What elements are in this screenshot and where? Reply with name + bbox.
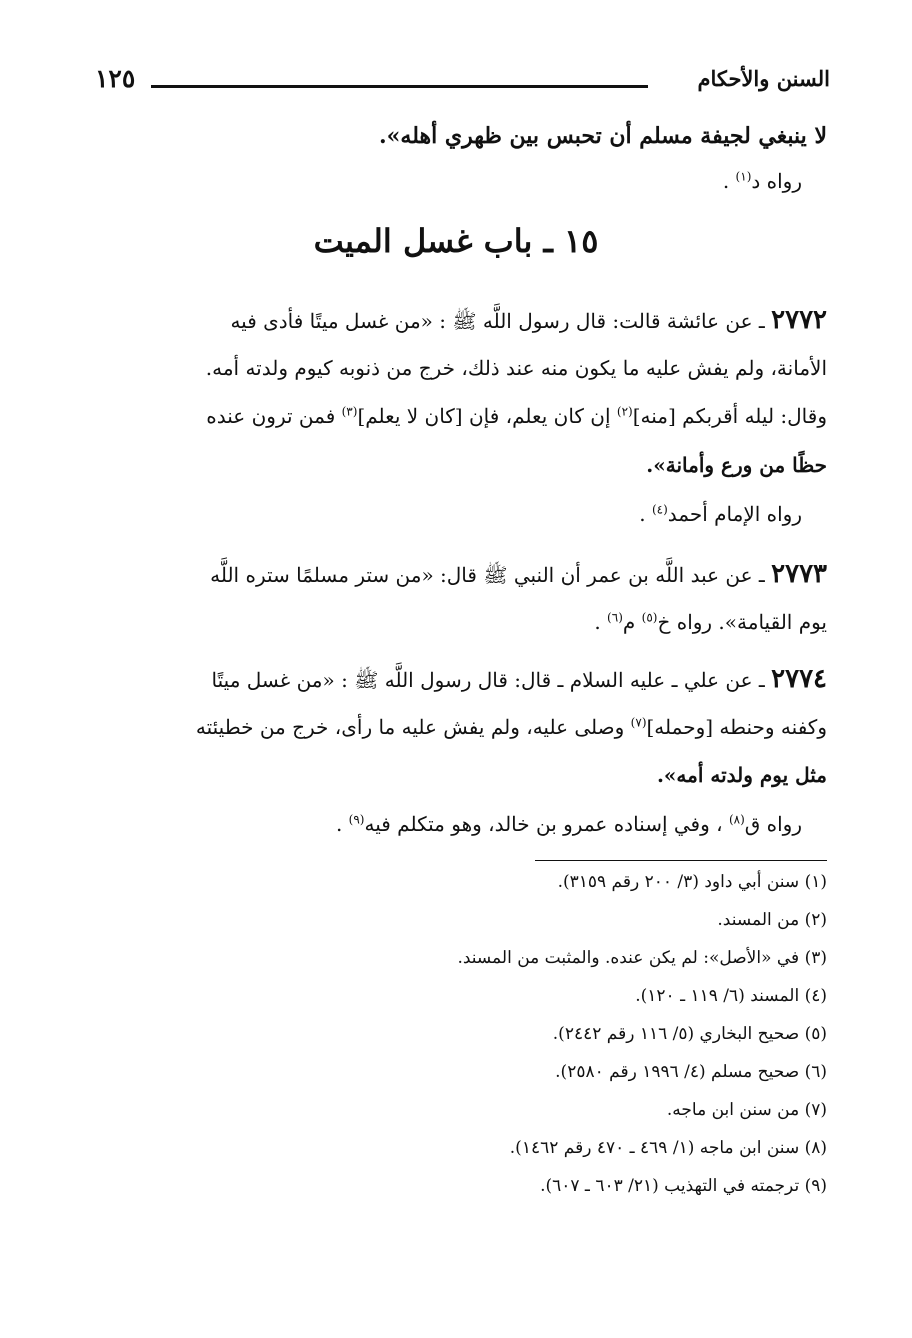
footnote-1: (١) سنن أبي داود (٣/ ٢٠٠ رقم ٣١٥٩). [557,872,827,892]
hadith-2772-line-4: حظًا من ورع وأمانة». [646,453,827,477]
chapter-number: ١٥ ـ [543,222,599,260]
hadith-text: وكفنه وحنطه [وحمله] [646,715,827,739]
footnote-ref: (٨) [728,812,745,827]
footnote-ref: (٥) [641,610,658,625]
hadith-number: ٢٧٧٢ [771,305,827,335]
footnote-ref: (٦) [607,610,623,625]
riwaya-text: ، وفي إسناده عمرو بن خالد، وهو متكلم فيه [364,812,729,836]
footnote-ref: (٤) [651,502,668,517]
hadith-2773-line-1 [210,550,827,600]
chapter-title: باب غسل الميت [313,222,533,260]
footnote-ref: (٣) [341,404,358,419]
hadith-text: فمن ترون عنده [206,404,342,428]
hadith-2774-line-1 [212,655,827,705]
hadith-text: إن كان يعلم، فإن [كان لا يعلم] [357,404,617,428]
footnote-8: (٨) سنن ابن ماجه (١/ ٤٦٩ ـ ٤٧٠ رقم ١٤٦٢). [509,1138,827,1158]
hadith-2773-line-2 [594,598,827,647]
footnote-ref: (٧) [630,715,647,730]
footnote-7: (٧) من سنن ابن ماجه. [666,1100,827,1120]
page-number: ١٢٥ [95,64,136,93]
riwaya-end: . [722,169,736,193]
footnote-ref: (٩) [348,812,365,827]
riwaya-text: رواه الإمام أحمد [667,502,802,526]
running-title: السنن والأحكام [697,66,830,91]
hadith-2774-riwaya [336,800,802,849]
riwaya-end: . [639,502,652,526]
continuation-matn: لا ينبغي لجيفة مسلم أن تحبس بين ظهري أهله». [379,123,827,149]
hadith-2772-line-2: الأمانة، ولم يفش عليه ما يكون منه عند ذلك، خرج من ذنوبه كيوم ولدته أمه. [205,356,827,380]
hadith-2774-line-2 [196,703,827,752]
hadith-text: ـ عن عائشة قالت: قال رسول اللَّه ﷺ : «من غسل ميتًا فأدى فيه [230,309,765,333]
hadith-text: ـ عن عبد اللَّه بن عمر أن النبي ﷺ قال: «من ستر مسلمًا ستره اللَّه [210,563,765,587]
riwaya-end: . [335,812,349,836]
hadith-text: يوم القيامة». رواه خ [657,610,827,634]
hadith-number: ٢٧٧٤ [771,664,827,694]
continuation-riwaya [723,157,802,206]
hadith-text: ـ عن علي ـ عليه السلام ـ قال: قال رسول اللَّه ﷺ : «من غسل ميتًا [211,668,765,692]
riwaya-text: رواه ق [744,812,802,836]
footnote-2: (٢) من المسند. [717,910,827,930]
header-rule [151,85,648,88]
chapter-heading [0,222,912,260]
footnote-5: (٥) صحيح البخاري (٥/ ١١٦ رقم ٢٤٤٢). [552,1024,827,1044]
hadith-text: . [594,610,608,634]
footnote-6: (٦) صحيح مسلم (٤/ ١٩٩٦ رقم ٢٥٨٠). [555,1062,827,1082]
hadith-text: وقال: ليله أقربكم [منه] [632,404,827,428]
riwaya-text: رواه د [751,169,802,193]
running-header [95,60,830,104]
hadith-text: م [622,610,642,634]
footnote-separator [535,860,827,861]
hadith-2772-riwaya [639,490,802,539]
footnote-9: (٩) ترجمته في التهذيب (٢١/ ٦٠٣ ـ ٦٠٧). [540,1176,827,1196]
footnote-4: (٤) المسند (٦/ ١١٩ ـ ١٢٠). [635,986,827,1006]
hadith-text: وصلى عليه، ولم يفش عليه ما رأى، خرج من خطيئته [195,715,631,739]
hadith-2772-line-3 [206,392,827,441]
hadith-2774-line-3: مثل يوم ولدته أمه». [656,763,827,787]
footnote-ref: (١) [735,169,752,184]
hadith-number: ٢٧٧٣ [771,559,827,589]
hadith-2772-line-1 [230,296,827,346]
footnote-3: (٣) في «الأصل»: لم يكن عنده. والمثبت من المسند. [457,948,827,968]
footnote-ref: (٢) [616,404,633,419]
